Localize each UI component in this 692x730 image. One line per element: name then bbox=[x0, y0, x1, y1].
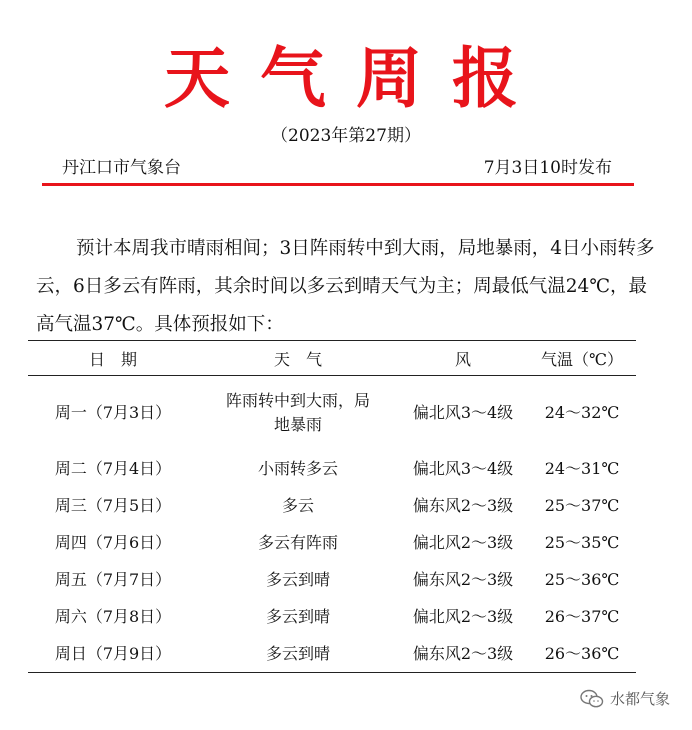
header-divider bbox=[42, 183, 634, 186]
issue-number: （2023年第27期） bbox=[271, 126, 421, 146]
row-date: 周日（7月9日） bbox=[28, 635, 198, 673]
header-date: 日 期 bbox=[28, 341, 198, 376]
row-weather: 多云到晴 bbox=[265, 569, 330, 589]
account-watermark bbox=[580, 688, 670, 709]
row-weather: 多云到晴 bbox=[198, 635, 398, 673]
row-temperature: 25～36℃ bbox=[544, 569, 620, 589]
row-wind: 偏东风2～3级 bbox=[398, 635, 528, 673]
row-weather bbox=[198, 376, 398, 451]
forecast-table-header bbox=[28, 341, 636, 376]
row-temperature: 25～37℃ bbox=[544, 495, 620, 515]
forecast-table bbox=[28, 340, 636, 673]
row-weather: 多云 bbox=[281, 495, 314, 515]
table-row bbox=[28, 635, 636, 673]
row-date: 周六（7月8日） bbox=[54, 606, 172, 626]
table-row bbox=[28, 376, 636, 451]
issuing-organization: 丹江口市气象台 bbox=[62, 158, 181, 178]
table-row bbox=[28, 487, 636, 524]
header-weather: 天 气 bbox=[198, 341, 398, 376]
row-date: 周五（7月7日） bbox=[54, 569, 172, 589]
wechat-icon bbox=[580, 689, 604, 709]
row-weather: 小雨转多云 bbox=[257, 458, 338, 478]
row-wind: 偏东风2～3级 bbox=[412, 569, 514, 589]
table-row bbox=[28, 561, 636, 598]
header-temperature: 气温（℃） bbox=[528, 341, 636, 376]
header-wind: 风 bbox=[398, 341, 528, 376]
row-wind: 偏北风3～4级 bbox=[412, 403, 514, 422]
row-date: 周三（7月5日） bbox=[54, 495, 172, 515]
row-temperature: 26～36℃ bbox=[528, 635, 636, 673]
row-wind: 偏东风2～3级 bbox=[412, 495, 514, 515]
row-date: 周二（7月4日） bbox=[54, 458, 172, 478]
row-temperature: 25～35℃ bbox=[544, 532, 620, 552]
row-weather: 多云有阵雨 bbox=[257, 532, 338, 552]
table-row bbox=[28, 598, 636, 635]
row-date: 周一（7月3日） bbox=[54, 403, 172, 422]
table-row bbox=[28, 450, 636, 487]
table-row bbox=[28, 524, 636, 561]
row-wind: 偏北风2～3级 bbox=[412, 532, 514, 552]
row-temperature: 24～31℃ bbox=[544, 458, 620, 478]
row-weather-text: 阵雨转中到大雨，局地暴雨 bbox=[225, 391, 370, 434]
account-name: 水都气象 bbox=[609, 690, 670, 708]
row-weather: 多云到晴 bbox=[265, 606, 330, 626]
report-title: 天气周报 bbox=[164, 39, 548, 117]
row-date: 周四（7月6日） bbox=[54, 532, 172, 552]
row-wind: 偏北风2～3级 bbox=[412, 606, 514, 626]
row-temperature: 24～32℃ bbox=[544, 403, 620, 422]
row-wind: 偏北风3～4级 bbox=[412, 458, 514, 478]
forecast-summary: 预计本周我市晴雨相间；3日阵雨转中到大雨，局地暴雨，4日小雨转多云，6日多云有阵雨，其余时间以多云到晴天气为主；周最低气温24℃，最高气温37℃。具体预报如下： bbox=[36, 238, 655, 335]
row-temperature: 26～37℃ bbox=[544, 606, 620, 626]
issue-time: 7月3日10时发布 bbox=[483, 158, 612, 178]
